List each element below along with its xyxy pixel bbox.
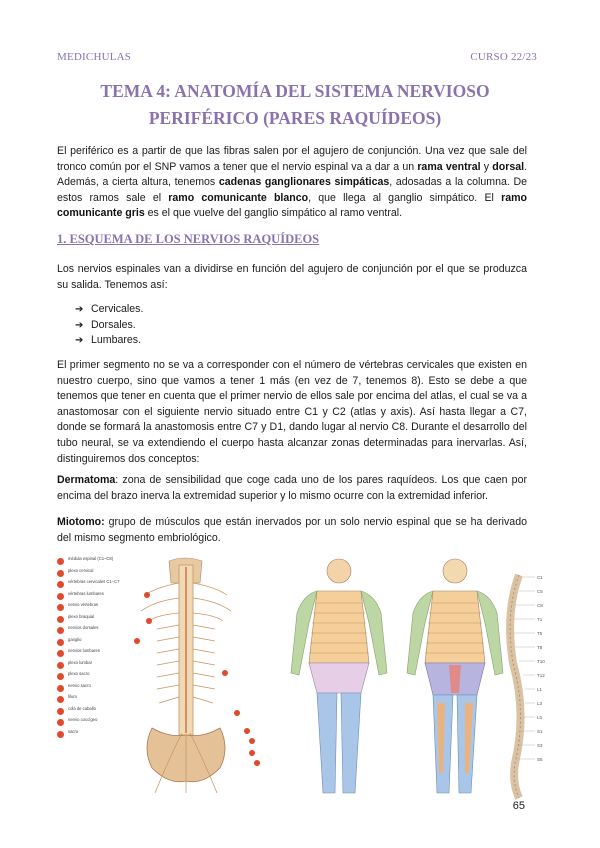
list-item — [75, 333, 143, 349]
header-course-year: CURSO 22/23 — [470, 51, 537, 63]
spine-label: S1 — [537, 729, 543, 734]
nerve-list — [75, 302, 143, 349]
intro-text: El periférico es a partir de que las fibras salen por el agujero de conjunción. Una vez que sale del tronco común por el SNP vamos a tener que el nervio espinal va a dar a un — [57, 145, 527, 173]
legend-label: nervios dorsales — [68, 625, 99, 630]
legend-label: plexo sacro — [68, 671, 90, 676]
term-miotomo: Miotomo: — [57, 516, 105, 528]
section-heading: 1. ESQUEMA DE LOS NERVIOS RAQUÍDEOS — [57, 232, 320, 246]
arrow-icon: ➔ — [75, 335, 84, 347]
paragraph-segmentos: El primer segmento no se va a corresponder con el número de vértebras cervicales que existen en nuestro cuerpo, sino que vamos a tener 1 más (en vez de 7, tenemos 8). Esto se debe a que tenemos que tener en cuenta que el primer nervio de ellos sale por encima del atlas, el cual se va a anastomosar con el siguiente nervio situado entre C1 y C2 (atlas y axis). Así hasta llegar a C7, donde se formará la anastomosis entre C7 y D1, dando lugar al nervio C8. Durante el desarrollo del tubo neural, se va extendiendo el cuerpo hasta alcanzar zonas determinadas para inervarlas. Así, distinguiremos dos conceptos: — [57, 359, 527, 465]
list-item-label: Lumbares. — [91, 334, 142, 347]
list-item — [75, 302, 143, 318]
legend-label: plexo braquial — [68, 613, 95, 619]
dermatoma-definition: : zona de sensibilidad que coge cada uno de los pares raquídeos. Los que caen por encima del brazo inerva la extremidad superior y lo mismo ocurre con la extremidad inferior. — [57, 474, 527, 502]
lateral-spine-figure — [510, 575, 545, 798]
page-number: 65 — [512, 800, 525, 812]
header-course-name: MEDICHULAS — [57, 51, 132, 63]
legend-label: filum — [68, 694, 77, 699]
list-item — [75, 318, 143, 334]
paragraph-miotomo — [57, 515, 527, 546]
legend-label: vértebras cervicales C1–C7 — [68, 579, 120, 584]
legend-label: nervio coccígeo — [68, 717, 98, 722]
legend-label: plexo cervical — [68, 567, 94, 573]
legend-label: sacro — [68, 728, 79, 734]
spine-label: C5 — [537, 589, 543, 594]
page-title — [40, 78, 550, 132]
intro-text: , que llega al ganglio simpático. El — [308, 191, 502, 204]
term-dorsal: dorsal — [492, 160, 525, 173]
spine-label: L1 — [537, 687, 543, 692]
spinal-cord-figure — [134, 558, 260, 793]
spine-label: L5 — [537, 715, 543, 720]
list-item-label: Dorsales. — [91, 318, 136, 331]
legend-label: ganglio — [68, 636, 82, 642]
term-ramo-comunicante-gris: ramo comunicante gris — [57, 191, 527, 220]
term-ramo-comunicante-blanco: ramo comunicante blanco — [168, 191, 309, 204]
legend-label: plexo lumbar — [68, 659, 92, 665]
legend-label: nervio vértebras — [68, 602, 99, 607]
term-cadenas-ganglionares: cadenas ganglionares simpáticas — [218, 176, 390, 189]
arrow-icon: ➔ — [75, 319, 84, 331]
arrow-icon: ➔ — [75, 304, 84, 315]
title-line-2: PERIFÉRICO (PARES RAQUÍDEOS) — [148, 108, 442, 128]
legend-label: médula espinal (C1–C8) — [68, 556, 114, 561]
intro-text: . Además, a cierta altura, tenemos — [57, 160, 528, 189]
spine-label: T12 — [537, 673, 545, 678]
legend-label: nervios lumbares — [68, 648, 100, 653]
spine-label: T10 — [537, 659, 545, 664]
spine-label: L3 — [537, 701, 543, 706]
paragraph-dermatoma — [57, 473, 527, 504]
legend-label: cola de caballo — [68, 705, 96, 711]
intro-paragraph — [57, 144, 527, 222]
miotomo-definition: grupo de músculos que están inervados por un solo nervio espinal que se ha derivado del mismo segmento embriológico. — [57, 516, 527, 544]
intro-text: , adosadas a la columna. De estos ramos sale el — [57, 176, 527, 204]
spine-label: T1 — [537, 617, 543, 622]
legend-label: nervio sacro — [68, 682, 91, 688]
dermatome-anterior-figure — [291, 559, 387, 793]
spine-label: S5 — [537, 757, 543, 762]
legend-label: vértebras lumbares — [68, 590, 104, 596]
spine-label: T5 — [537, 631, 543, 636]
intro-text: es el que vuelve del ganglio simpático al ramo ventral. — [144, 207, 403, 220]
term-dermatoma: Dermatoma — [57, 474, 116, 486]
spine-label: S3 — [537, 743, 543, 748]
title-line-1: TEMA 4: ANATOMÍA DEL SISTEMA NERVIOSO — [100, 81, 490, 101]
term-rama-ventral: rama ventral — [417, 160, 481, 173]
spine-label: C1 — [537, 575, 543, 580]
paragraph-nervios-espinales: Los nervios espinales van a dividirse en función del agujero de conjunción por el que se produzca su salida. Tenemos así: — [57, 263, 527, 291]
list-item-label: Cervicales. — [91, 303, 144, 315]
spine-label: T8 — [537, 645, 543, 650]
dermatome-posterior-figure — [407, 559, 503, 793]
spine-label: C8 — [537, 603, 543, 608]
spinal-nerves-illustration — [57, 553, 547, 803]
intro-text: y — [480, 160, 493, 173]
anatomy-figures — [57, 553, 547, 803]
